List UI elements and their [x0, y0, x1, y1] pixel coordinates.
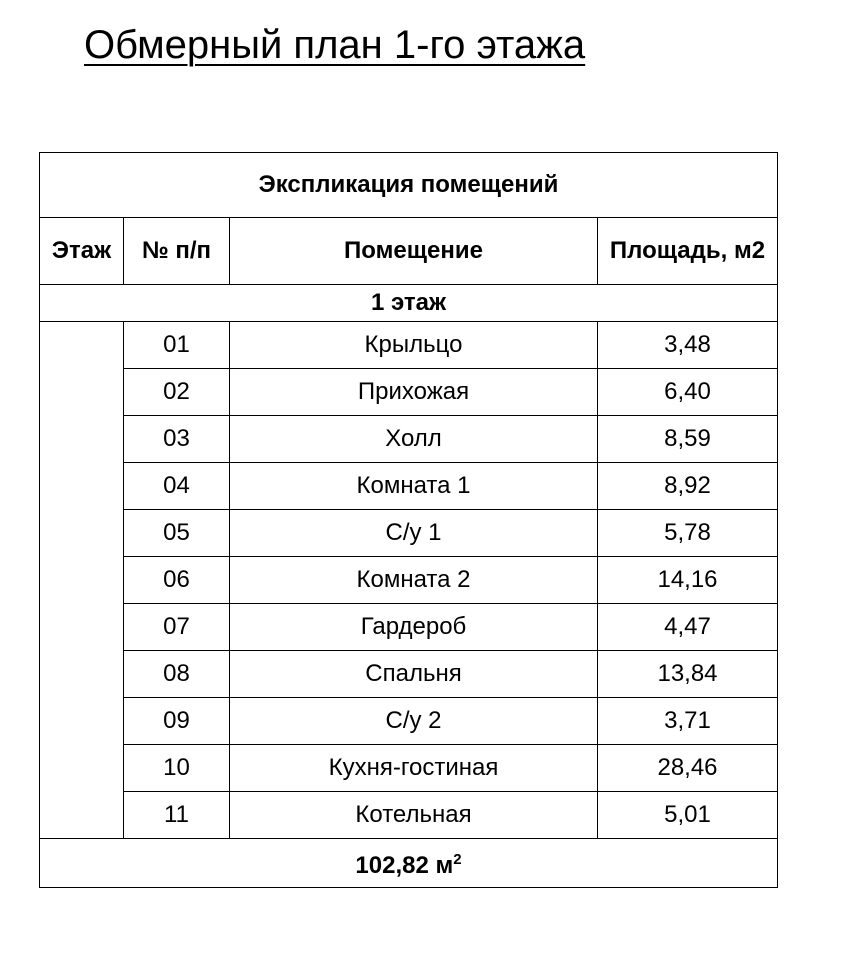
room-name: Крыльцо — [230, 322, 598, 369]
header-number: № п/п — [124, 218, 230, 285]
table-row — [40, 745, 778, 792]
room-area: 4,47 — [598, 604, 778, 651]
room-name: С/у 2 — [230, 698, 598, 745]
page-title: Обмерный план 1-го этажа — [84, 23, 586, 67]
room-name: Комната 1 — [230, 463, 598, 510]
row-number: 11 — [124, 792, 230, 839]
floor-spacer-cell — [40, 322, 124, 839]
table-row — [40, 369, 778, 416]
room-area: 28,46 — [598, 745, 778, 792]
room-area: 6,40 — [598, 369, 778, 416]
table-row — [40, 463, 778, 510]
table-row — [40, 416, 778, 463]
table-row — [40, 792, 778, 839]
table-caption: Экспликация помещений — [40, 153, 778, 218]
floor-row — [40, 285, 778, 322]
row-number: 09 — [124, 698, 230, 745]
room-name: С/у 1 — [230, 510, 598, 557]
row-number: 10 — [124, 745, 230, 792]
table-row — [40, 322, 778, 369]
room-area: 3,48 — [598, 322, 778, 369]
total-area-unit-exponent: 2 — [453, 851, 462, 868]
row-number: 04 — [124, 463, 230, 510]
room-area: 14,16 — [598, 557, 778, 604]
room-area: 13,84 — [598, 651, 778, 698]
header-room: Помещение — [230, 218, 598, 285]
row-number: 03 — [124, 416, 230, 463]
row-number: 08 — [124, 651, 230, 698]
header-floor: Этаж — [40, 218, 124, 285]
floor-label: 1 этаж — [40, 285, 778, 322]
table-row — [40, 651, 778, 698]
header-area: Площадь, м2 — [598, 218, 778, 285]
room-name: Котельная — [230, 792, 598, 839]
row-number: 01 — [124, 322, 230, 369]
header-row — [40, 218, 778, 285]
row-number: 02 — [124, 369, 230, 416]
explication-table — [39, 152, 778, 888]
total-row — [40, 839, 778, 888]
room-name: Прихожая — [230, 369, 598, 416]
room-name: Холл — [230, 416, 598, 463]
table-row — [40, 698, 778, 745]
room-area: 8,92 — [598, 463, 778, 510]
room-name: Гардероб — [230, 604, 598, 651]
table-row — [40, 510, 778, 557]
table-row — [40, 557, 778, 604]
row-number: 05 — [124, 510, 230, 557]
room-name: Спальня — [230, 651, 598, 698]
total-area — [40, 839, 778, 888]
row-number: 07 — [124, 604, 230, 651]
total-area-value: 102,82 м — [355, 852, 454, 879]
table-row — [40, 604, 778, 651]
room-name: Комната 2 — [230, 557, 598, 604]
room-area: 8,59 — [598, 416, 778, 463]
room-area: 5,01 — [598, 792, 778, 839]
room-area: 3,71 — [598, 698, 778, 745]
row-number: 06 — [124, 557, 230, 604]
room-name: Кухня-гостиная — [230, 745, 598, 792]
room-area: 5,78 — [598, 510, 778, 557]
